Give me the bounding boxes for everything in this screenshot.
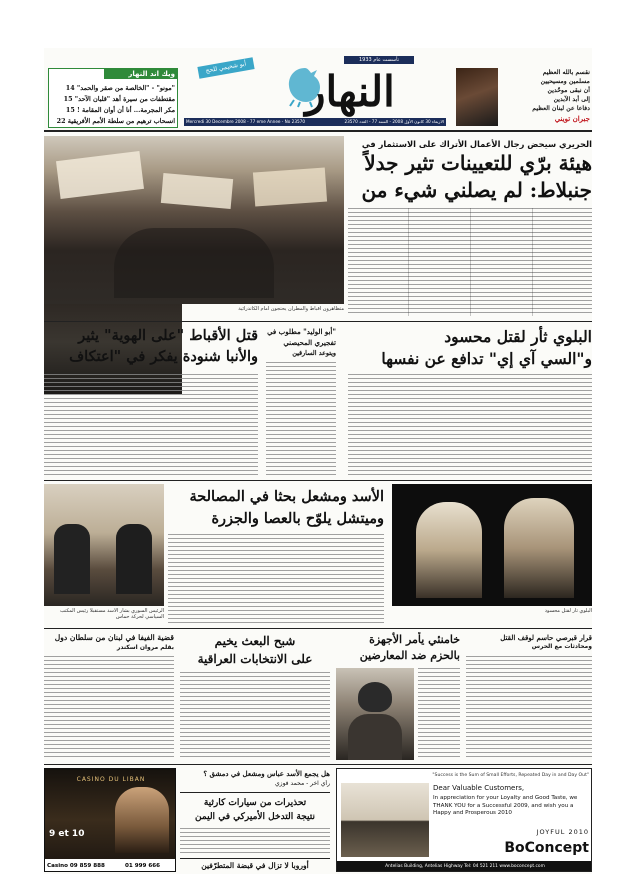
- left-story-text: [44, 656, 174, 760]
- copts-headline-1: قتل الأقباط "على الهوية" يثير: [78, 327, 258, 344]
- baath-headline-1: شبح البعث يخيم: [214, 634, 296, 648]
- lead-col-rule-2: [470, 208, 471, 316]
- boconcept-room-photo: [341, 783, 429, 857]
- lead-col-rule-1: [408, 208, 409, 316]
- lead-kicker: الحريري سيحض رجال الأعمال الأتراك على الاستثمار في: [361, 139, 592, 149]
- casino-name: CASINO DU LIBAN: [76, 776, 146, 783]
- casino-date: 9 et 10: [49, 829, 85, 839]
- khamenei-headline-1: خامنئي يأمر الأجهزة: [369, 633, 460, 646]
- row4-divider: [44, 764, 592, 765]
- casino-phone-2: 01 999 666: [125, 863, 161, 869]
- founded-tag: تأسست عام 1933: [344, 56, 414, 64]
- tribute-line-3: أن نبقى موحّدين: [547, 87, 590, 94]
- tribute-line-4: إلى أبد الآبدين: [553, 96, 590, 103]
- casino-phones: [45, 859, 176, 872]
- assad-headline-1: الأسد ومشعل بحثا في المصالحة: [189, 488, 384, 505]
- bottom-mid-author: رأي آخر - محمد فوزي: [274, 780, 330, 787]
- blue-headline-2: و"السي آي إي" تدافع عن نفسها: [381, 349, 592, 368]
- tribute-box: [456, 68, 590, 128]
- tribute-line-1: نقسم بالله العظيم: [542, 69, 590, 76]
- bottom-mid-sub-2: نتيجة التدخل الأميركي في اليمن: [195, 812, 315, 822]
- weekend-teaser-item-4[interactable]: انسحاب ترهيم من سلطة الأمم الأفريقية 22: [56, 117, 175, 125]
- weekend-teaser-item-2[interactable]: مقتطفات من سيرة أهد "قلبان الآحد" 15: [63, 95, 175, 103]
- boconcept-ad[interactable]: [336, 768, 592, 872]
- baath-headline-2: على الانتخابات العراقية: [197, 652, 313, 666]
- left-story-byline: بقلم مروان اسكندر: [116, 644, 174, 651]
- gaza-article-text: [466, 656, 592, 760]
- bottom-mid-box: [180, 768, 330, 872]
- weekend-teaser-item-3[interactable]: مكر المجرمة... أنا أن أوان المقامة ! 15: [65, 106, 175, 114]
- lead-photo-wide: [44, 136, 344, 304]
- lead-photo-caption: متظاهرون أقباط والمطران يحتجون أمام الكاتدرائية: [238, 306, 344, 312]
- copts-headline-2: والأنبا شنودة يفكر في "اعتكاف: [69, 348, 258, 365]
- lead-headline-2: جنبلاط: لم يصلني شيء من: [361, 178, 592, 202]
- assad-headline-2: وميتشل يلوّح بالعصا والجزرة: [211, 510, 384, 527]
- masthead-divider: [44, 130, 592, 132]
- left-story-headline: قضية الفيفا في لبنان من سلطان دول: [54, 633, 174, 642]
- assad-photo-caption: الرئيس السوري بشار الأسد مستقبلا رئيس المكتب السياسي لحركة حماس: [60, 608, 164, 620]
- copts-article-text: [44, 374, 258, 476]
- tueni-portrait: [456, 68, 498, 126]
- mini-story-sub: ويتوعد السارقين: [292, 349, 336, 357]
- blue-headline-1: البلوي ثأر لقتل محسود: [444, 327, 592, 346]
- bottom-mid-text: [180, 828, 330, 856]
- bottom-mid-headline: هل يجمع الأسد عباس ومشعل في دمشق ؟: [203, 769, 330, 778]
- weekend-teaser-label: ويك اند النهار: [104, 69, 178, 79]
- arabic-dateline: الاربعاء 30 كانون الأول 2008 - السنة 77 - العدد 23570: [344, 119, 444, 124]
- french-dateline: Mercredi 30 Decembre 2008 - 77 eme Annee - No 23570: [186, 119, 305, 124]
- mini-story-headline: "أبو الوليد" مطلوب في تفجيري المحيصني: [267, 327, 336, 347]
- lead-divider: [44, 321, 592, 322]
- assad-article-text: [168, 534, 384, 626]
- boconcept-greeting: Dear Valuable Customers,: [433, 784, 525, 792]
- lead-headline-1: هيئة برّي للتعيينات تثير جدلاً: [364, 151, 592, 175]
- khamenei-headline-2: بالحزم ضد المعارضين: [359, 649, 460, 662]
- taliban-photo: [392, 484, 592, 606]
- bottom-mid-rule-1: [180, 792, 330, 793]
- mini-story-text: [266, 362, 336, 476]
- bottom-mid-sub-1: تحذيرات من سيارات كارثية: [203, 798, 307, 808]
- tribute-line-5: دفاعا عن لبنان العظيم: [532, 105, 590, 112]
- casino-singer-photo: [115, 787, 169, 853]
- weekend-teaser-item-1[interactable]: "مونو" - "الخالصة من صقر والحمد" 14: [65, 84, 175, 92]
- logo-area: [184, 50, 446, 126]
- bottom-mid-rule-2: [180, 858, 330, 859]
- blue-article-text: [348, 374, 592, 476]
- khamenei-article-text: [418, 668, 460, 760]
- gaza-headline: قرار قبرصي حاسم لوقف القتل: [500, 633, 592, 642]
- masthead: [44, 48, 592, 130]
- promo-banner: أبو شحيمي للحج: [197, 57, 254, 79]
- row3-divider: [44, 628, 592, 629]
- boconcept-logo: BoConcept: [504, 840, 589, 856]
- tribute-line-2: مسلمين ومسيحيين: [540, 78, 590, 85]
- tribute-name: جبران تويني: [554, 114, 590, 123]
- casino-phone-1: Casino 09 859 888: [47, 863, 105, 869]
- newspaper-page: [44, 48, 592, 874]
- boconcept-address: Antelias Building, Antelias Highway Tel: 04 521 211 www.boconcept.com: [337, 861, 592, 872]
- gaza-sub: ومحادثات مع الحرس: [531, 643, 592, 650]
- weekend-teaser-box: [48, 68, 178, 128]
- lead-col-rule-3: [532, 208, 533, 316]
- taliban-photo-caption: البلوي ثأر لقتل محسود: [544, 608, 592, 614]
- newspaper-title: النهار: [305, 67, 395, 116]
- bottom-mid-sub-3: أوروبا لا تزال في قبضة المتطرّفين: [201, 861, 309, 870]
- row2-divider: [44, 480, 592, 481]
- khamenei-photo: [336, 668, 414, 760]
- baath-article-text: [180, 672, 330, 760]
- boconcept-message: In appreciation for your Loyalty and Good Taste, we THANK YOU for a Successful 2009, and wish you a Happy and Prosperous 2010: [433, 795, 578, 816]
- boconcept-quote: "Success is the Sum of Small Efforts, Repeated Day in and Day Out": [432, 773, 589, 778]
- dateline: [184, 118, 446, 126]
- assad-photo: [44, 484, 164, 606]
- casino-ad[interactable]: [44, 768, 176, 872]
- boconcept-joyful: JOYFUL 2010: [536, 828, 589, 836]
